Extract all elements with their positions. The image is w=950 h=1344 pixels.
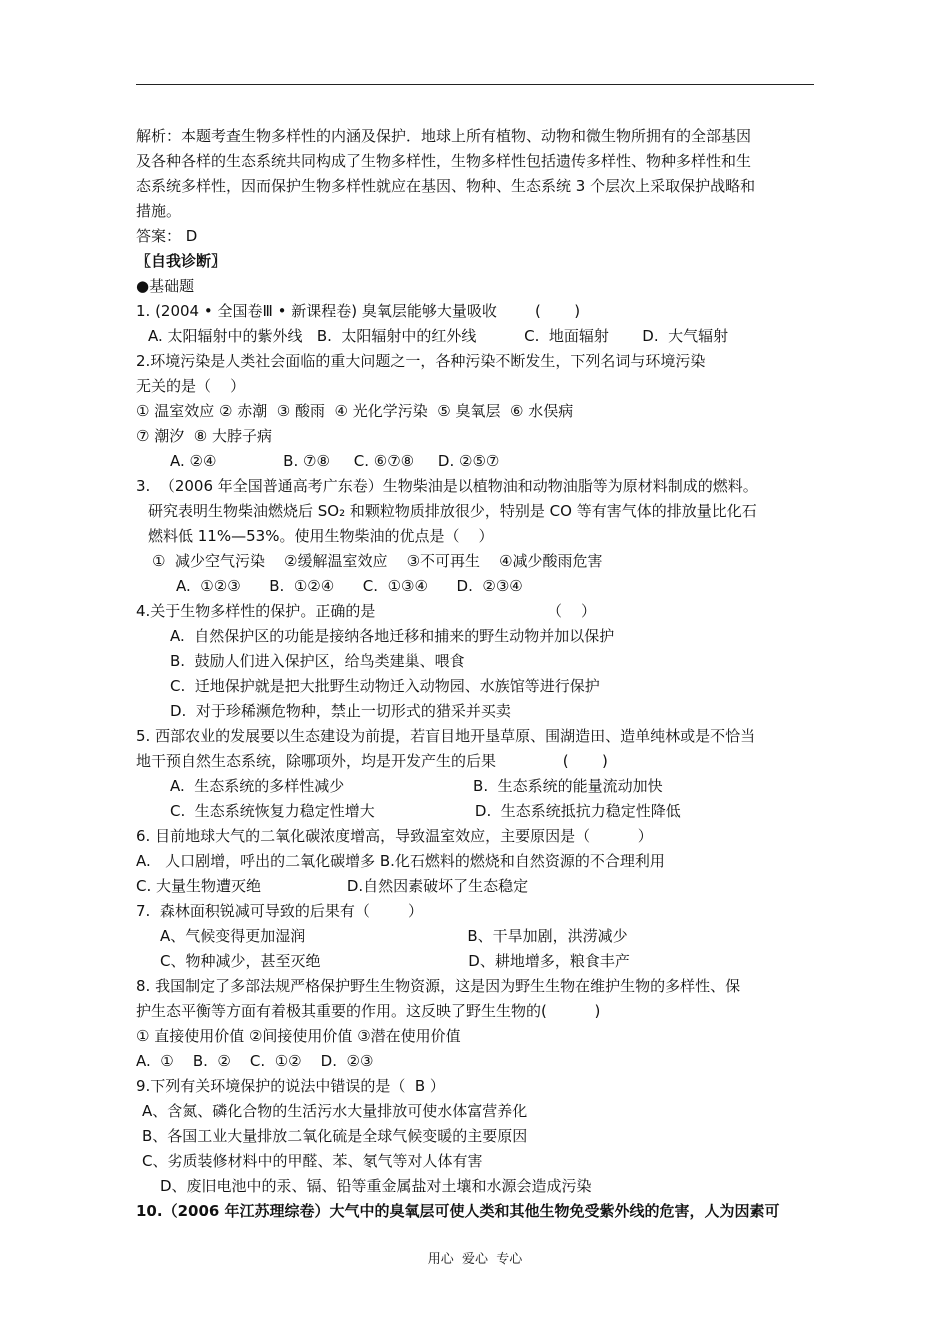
text-line: 10.（2006 年江苏理综卷）大气中的臭氧层可使人类和其他生物免受紫外线的危害，人为因素可 xyxy=(136,1202,780,1220)
text-line: D、废旧电池中的汞、镉、铅等重金属盐对土壤和水源会造成污染 xyxy=(160,1177,592,1195)
text-line: 9.下列有关环境保护的说法中错误的是（ B ） xyxy=(136,1077,445,1095)
text-line: A、含氮、磷化合物的生活污水大量排放可使水体富营养化 xyxy=(142,1102,528,1120)
text-line: 态系统多样性，因而保护生物多样性就应在基因、物种、生态系统 3 个层次上采取保护战略和 xyxy=(136,177,756,195)
text-line: 8. 我国制定了多部法规严格保护野生生物资源，这是因为野生生物在维护生物的多样性、保 xyxy=(136,977,741,995)
header-rule xyxy=(136,84,814,85)
text-line: D. 对于珍稀濒危物种，禁止一切形式的猎采并买卖 xyxy=(170,702,511,720)
text-line: A. ②④ B. ⑦⑧ C. ⑥⑦⑧ D. ②⑤⑦ xyxy=(170,452,500,470)
text-line: 3. （2006 年全国普通高考广东卷）生物柴油是以植物油和动物油脂等为原材料制成的燃料。 xyxy=(136,477,758,495)
text-line: A. 生态系统的多样性减少 B. 生态系统的能量流动加快 xyxy=(170,777,663,795)
text-line: C. 生态系统恢复力稳定性增大 D. 生态系统抵抗力稳定性降低 xyxy=(170,802,681,820)
text-line: C、物种减少，甚至灭绝 D、耕地增多，粮食丰产 xyxy=(160,952,630,970)
text-line: ① 温室效应 ② 赤潮 ③ 酸雨 ④ 光化学污染 ⑤ 臭氧层 ⑥ 水俣病 xyxy=(136,402,574,420)
text-line: ●基础题 xyxy=(136,277,195,295)
text-line: 〖自我诊断〗 xyxy=(136,252,227,270)
text-line: 研究表明生物柴油燃烧后 SO₂ 和颗粒物质排放很少，特别是 CO 等有害气体的排放量比化石 xyxy=(148,502,757,520)
text-line: A. ① B. ② C. ①② D. ②③ xyxy=(136,1052,374,1070)
text-line: 5. 西部农业的发展要以生态建设为前提，若盲目地开垦草原、围湖造田、造单纯林或是不恰当 xyxy=(136,727,756,745)
text-line: C、劣质装修材料中的甲醛、苯、氡气等对人体有害 xyxy=(142,1152,483,1170)
text-line: 解析：本题考查生物多样性的内涵及保护．地球上所有植物、动物和微生物所拥有的全部基因 xyxy=(136,127,752,145)
text-line: 4.关于生物多样性的保护。正确的是 （ ） xyxy=(136,602,597,620)
text-line: A. 人口剧增，呼出的二氧化碳增多 B.化石燃料的燃烧和自然资源的不合理利用 xyxy=(136,852,665,870)
text-line: 地干预自然生态系统，除哪项外，均是开发产生的后果 ( ) xyxy=(136,752,608,770)
text-line: ① 减少空气污染 ②缓解温室效应 ③不可再生 ④减少酸雨危害 xyxy=(152,552,603,570)
text-line: A、气候变得更加湿润 B、干旱加剧，洪涝减少 xyxy=(160,927,628,945)
text-line: 7. 森林面积锐减可导致的后果有（ ） xyxy=(136,902,423,920)
text-line: 措施。 xyxy=(136,202,182,220)
document-body xyxy=(136,124,826,1224)
text-line: 6. 目前地球大气的二氧化碳浓度增高，导致温室效应，主要原因是（ ） xyxy=(136,827,653,845)
text-line: 1. (2004 • 全国卷Ⅲ • 新课程卷) 臭氧层能够大量吸收 ( ) xyxy=(136,302,581,320)
text-line: C. 迁地保护就是把大批野生动物迁入动物园、水族馆等进行保护 xyxy=(170,677,600,695)
page-footer: 用心 爱心 专心 xyxy=(427,1252,523,1267)
text-line: A. ①②③ B. ①②④ C. ①③④ D. ②③④ xyxy=(176,577,523,595)
text-line: C. 大量生物遭灭绝 D.自然因素破坏了生态稳定 xyxy=(136,877,529,895)
text-line: ① 直接使用价值 ②间接使用价值 ③潜在使用价值 xyxy=(136,1027,461,1045)
text-line: ⑦ 潮汐 ⑧ 大脖子病 xyxy=(136,427,272,445)
text-line: B. 鼓励人们进入保护区，给鸟类建巢、喂食 xyxy=(170,652,465,670)
text-line: A. 太阳辐射中的紫外线 B. 太阳辐射中的红外线 C. 地面辐射 D. 大气辐射 xyxy=(148,327,729,345)
text-line: B、各国工业大量排放二氧化硫是全球气候变暖的主要原因 xyxy=(142,1127,528,1145)
text-line: 2.环境污染是人类社会面临的重大问题之一，各种污染不断发生，下列名词与环境污染 xyxy=(136,352,706,370)
text-line: 无关的是（ ） xyxy=(136,377,246,395)
text-line: A. 自然保护区的功能是接纳各地迁移和捕来的野生动物并加以保护 xyxy=(170,627,615,645)
text-line: 答案： D xyxy=(136,227,198,245)
text-line: 护生态平衡等方面有着极其重要的作用。这反映了野生生物的( ) xyxy=(136,1002,601,1020)
text-line: 燃料低 11%—53%。使用生物柴油的优点是（ ） xyxy=(148,527,494,545)
text-line: 及各种各样的生态系统共同构成了生物多样性，生物多样性包括遗传多样性、物种多样性和生 xyxy=(136,152,752,170)
